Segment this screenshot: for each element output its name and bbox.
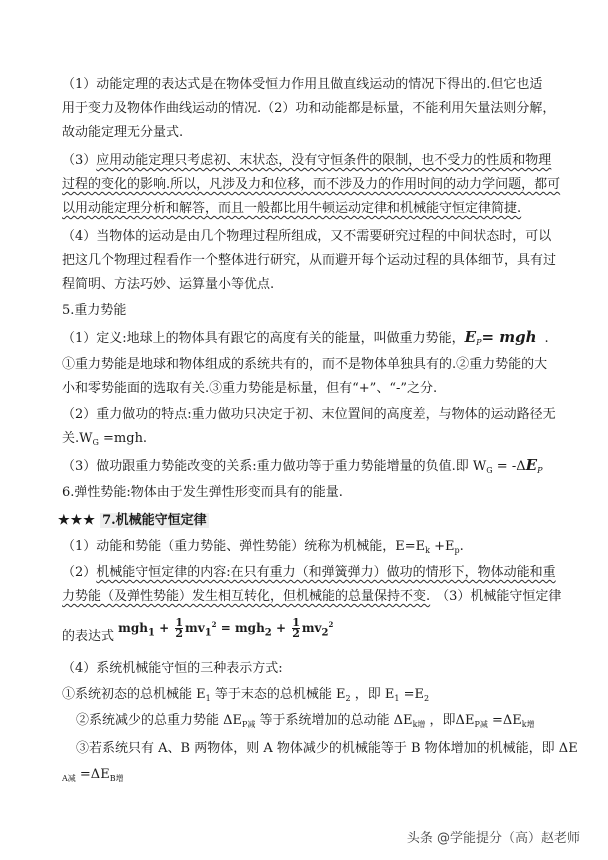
fraction-half-2: $\frac{1}{2}$ — [292, 616, 300, 640]
conservation-law-line-1: （2）机械能守恒定律的内容:在只有重力（和弹簧弹力）做功的情形下，物体动能和重 — [62, 565, 556, 580]
para-1-line-1: （1）动能定理的表达式是在物体受恒力作用且做直线运动的情况下得出的.但它也适 — [62, 77, 543, 92]
para-1-line-3: 故动能定理无分量式. — [62, 125, 184, 140]
conservation-law-line-2: 力势能（及弹性势能）发生相互转化，但机械能的总量保持不变. （3）机械能守恒定律 — [62, 589, 562, 604]
method-3-line-2: $_{A减} =\Delta E_{B增}$ — [62, 767, 124, 783]
elastic-potential: 6.弹性势能:物体由于发生弹性形变而具有的能量. — [62, 485, 343, 500]
para-4-line-3: 程简明、方法巧妙、运算量小等优点. — [62, 277, 275, 292]
gravity-work-line-2: 关$.W_G =mgh$. — [62, 431, 148, 447]
gravity-note-line-1: ①重力势能是地球和物体组成的系统共有的，而不是物体单独具有的.②重力势能的大 — [62, 357, 548, 372]
method-1: ①系统初态的总机械能 $E_1$ 等于末态的总机械能 $E_2$ ，即 $E_1 =E_2$ — [62, 687, 430, 703]
work-potential-relation: （3）做功跟重力势能改变的关系:重力做功等于重力势能增量的负值.即 $W_G = -\Delta E_P$ — [62, 456, 543, 475]
conservation-formula: mgh$_1$ + $\frac{1}{2}$ $mv_1^2 = mgh_2$ + $\frac{1}{2}$ $mv_2^2$ — [118, 616, 334, 640]
gravity-note-line-2: 小和零势能面的选取有关.③重力势能是标量，但有“+”、“-”之分. — [62, 381, 438, 396]
para-3-line-1: （3）应用动能定理只考虑初、末状态，没有守恒条件的限制，也不受力的性质和物理 — [62, 153, 552, 168]
para-3-line-3: 以用动能定理分析和解答，而且一般都比用牛顿运动定律和机械能守恒定律简捷. — [62, 201, 522, 216]
gravity-work-line-1: （2）重力做功的特点:重力做功只决定于初、末位置间的高度差，与物体的运动路径无 — [62, 407, 556, 422]
footer-watermark: 头条 @学能提分（高）赵老师 — [406, 831, 580, 846]
fraction-half-1: $\frac{1}{2}$ — [175, 616, 184, 640]
mechanical-energy-def: （1）动能和势能（重力势能、弹性势能）统称为机械能，$E=E_k +E_p$. — [62, 539, 464, 555]
system-conservation-heading: （4）系统机械能守恒的三种表示方式: — [62, 661, 283, 676]
method-3-line-1: ③若系统只有 A、B 两物体，则 A 物体减少的机械能等于 B 物体增加的机械能，即 ΔE — [76, 741, 578, 756]
para-4-line-2: 把这几个物理过程看作一个整体进行研究，从而避开每个运动过程的具体细节，具有过 — [62, 253, 557, 268]
para-3-line-2: 过程的变化的影响.所以，凡涉及力和位移，而不涉及力的作用时间的动力学问题，都可 — [62, 177, 561, 192]
section-5-heading: 5.重力势能 — [62, 303, 127, 318]
para-1-line-2: 用于变力及物体作曲线运动的情况.（2）功和动能都是标量，不能利用矢量法则分解， — [62, 101, 556, 116]
conservation-formula-line: 的表达式 mgh$_1$ + $\frac{1}{2}$ $mv_1^2 = mgh_2$ + $\frac{1}{2}$ $mv_2^2$ — [62, 616, 334, 644]
gravity-definition: （1）定义:地球上的物体具有跟它的高度有关的能量，叫做重力势能，$E_P=$ mgh . — [62, 328, 549, 347]
section-7-heading: ★★★ 7.机械能守恒定律 — [58, 513, 207, 528]
para-4-line-1: （4）当物体的运动是由几个物理过程所组成，又不需要研究过程的中间状态时，可以 — [62, 229, 552, 244]
method-2: ②系统减少的总重力势能 $\Delta E_{P减}$ 等于系统增加的总动能 $\Delta E_{k增}$ ，即$\Delta E_{P减} =\Delta E_{k增}$ — [76, 713, 535, 729]
